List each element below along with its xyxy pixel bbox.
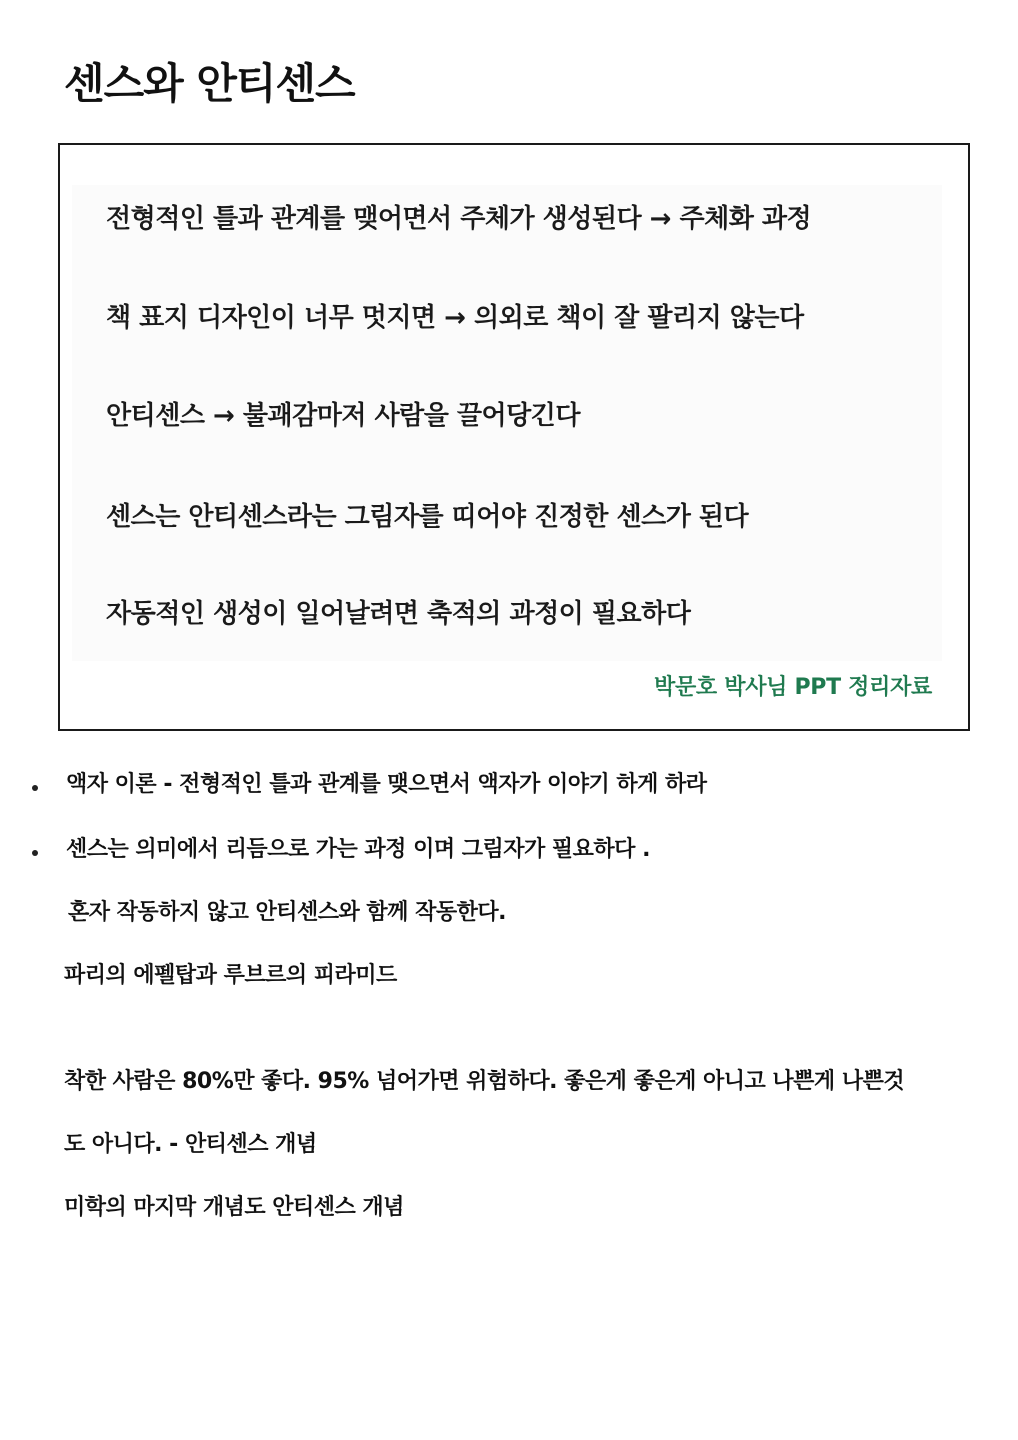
slide-image-frame bbox=[58, 143, 970, 731]
paragraph-line-1: 착한 사람은 80%만 좋다. 95% 넘어가면 위험하다. 좋은게 좋은게 아니고 나쁜게 나쁜것 bbox=[64, 1069, 905, 1094]
slide-line-4: 센스는 안티센스라는 그림자를 띠어야 진정한 센스가 된다 bbox=[106, 502, 749, 532]
page-title: 센스와 안티센스 bbox=[64, 59, 355, 108]
slide-line-5: 자동적인 생성이 일어날려면 축적의 과정이 필요하다 bbox=[106, 599, 691, 629]
slide-line-2: 책 표지 디자인이 너무 멋지면 → 의외로 책이 잘 팔리지 않는다 bbox=[106, 303, 804, 333]
bullet-dot-icon bbox=[32, 785, 38, 791]
bullet-dot-icon bbox=[32, 850, 38, 856]
bullet-item-frame-theory: 액자 이론 - 전형적인 틀과 관계를 맺으면서 액자가 이야기 하게 하라 bbox=[66, 772, 707, 797]
continuation-line-1: 혼자 작동하지 않고 안티센스와 함께 작동한다. bbox=[68, 900, 506, 925]
bullet-item-sense-rhythm: 센스는 의미에서 리듬으로 가는 과정 이며 그림자가 필요하다 . bbox=[66, 837, 650, 862]
slide-credit: 박문호 박사님 PPT 정리자료 bbox=[654, 675, 932, 700]
paragraph-line-2: 도 아니다. - 안티센스 개념 bbox=[64, 1132, 317, 1157]
slide-line-3: 안티센스 → 불괘감마저 사람을 끌어당긴다 bbox=[106, 401, 580, 431]
paragraph-line-3: 미학의 마지막 개념도 안티센스 개념 bbox=[64, 1195, 404, 1220]
continuation-line-2: 파리의 에펠탑과 루브르의 피라미드 bbox=[64, 963, 397, 988]
slide-line-1: 전형적인 틀과 관계를 맺어면서 주체가 생성된다 → 주체화 과정 bbox=[106, 204, 812, 234]
